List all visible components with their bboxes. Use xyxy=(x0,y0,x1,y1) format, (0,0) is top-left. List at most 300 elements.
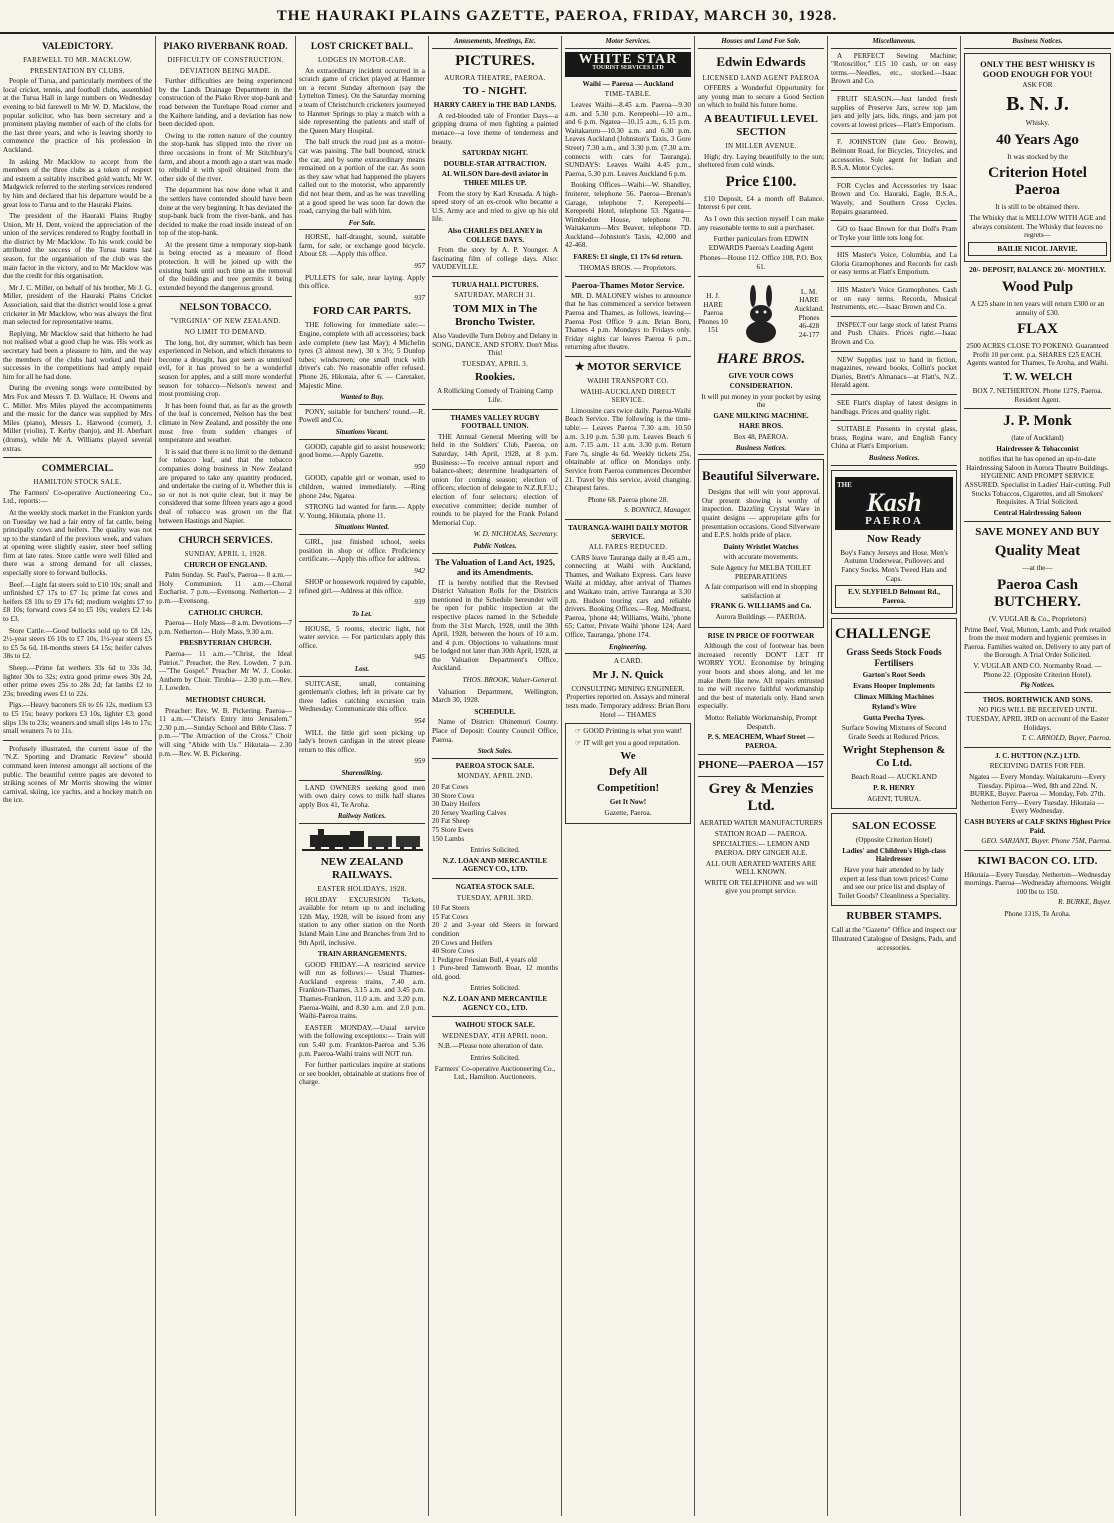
agent: AGENT, TURUA. xyxy=(867,794,921,803)
divider xyxy=(565,356,691,357)
vuglar: (V. VUGLAR & Co., Proprietors) xyxy=(988,615,1087,624)
consideration: CONSIDERATION. xyxy=(729,382,793,391)
turua-date: SATURDAY, MARCH 31. xyxy=(454,291,536,300)
edwin-name: Edwin Edwards xyxy=(716,53,806,69)
rugby-body: THE Annual General Meeting will be held in the Soldiers' Club, Paeroa, on Saturday, 14th April, 1928, at 8 p.m. Business:—To receive annual report and balance-sheet; determine headquarters of union for coming season; election of officers; election of delegate to N.Z.R.F.U.; election of four selectors; election of executive committee; decide number of rounds to be played for the Frank Poland Memorial Cup. xyxy=(432,432,558,527)
divider xyxy=(432,409,558,410)
surface: Surface Sowing Mixtures of Second Grade Seeds at Reduced Prices. xyxy=(841,724,947,741)
flax: FLAX xyxy=(1017,321,1058,338)
rugby-sign: W. D. NICHOLAS, Secretary. xyxy=(473,530,558,539)
article-paragraph: At the weekly stock market in the Frankton yards on Tuesday we had a fair entry of fat cattle, being principally cows and heifers. The quality was not up to the standard of the previous week, and values at opening were slightly easier, steer beef selling firm at late rates. Store cattle were well filled and there was a strong demand for all classes, especially store to forward bullocks. xyxy=(3,508,152,578)
misc-ad: HIS Master's Voice Gramophones. Cash or on easy terms. Records, Musical Instruments, etc.—Isaac Brown and Co. xyxy=(831,286,957,312)
welch: T. W. WELCH xyxy=(1002,370,1073,383)
burke: R. BURKE, Buyer. xyxy=(1058,898,1111,907)
article-paragraph: Mr J. C. Miller, on behalf of his brother, Mr J. G. Miller, president of the Hauraki Plains Cricket Association, said that the district would lose a great cricketer in Mr Macklow, who was always the first man selected for representative teams. xyxy=(3,283,152,327)
section-label: Situations Vacant. xyxy=(299,428,425,440)
footwear-body: Although the cost of footwear has been increased recently DON'T LET IT WORRY YOU. Economise by bringing your boots and shoes along, and let me make them like new. All repairs entrusted to me will receive faithful workmanship and the best of materials only. Hand sewn especially. xyxy=(698,642,824,711)
nelson-sub: "VIRGINIA" OF NEW ZEALAND. xyxy=(170,317,281,326)
section-label: Public Notices. xyxy=(432,542,558,554)
column-1 xyxy=(0,36,155,1516)
pictures-sub: AURORA THEATRE, PAEROA. xyxy=(444,73,546,82)
valedictory-title: VALEDICTORY. xyxy=(41,42,114,52)
misc-ad: GO to Isaac Brown for that Doll's Pram or Tryke your little tots long for. xyxy=(831,225,957,242)
hare-bros: HARE BROS. xyxy=(739,422,783,431)
phone-label: PHONE—PAEROA —157 xyxy=(698,759,824,772)
section-label: Engineering. xyxy=(565,643,691,655)
turua-picture: TOM MIX in The Broncho Twister. xyxy=(452,303,538,329)
salon-hd: Ladies' and Children's High-class Hairdresser xyxy=(842,846,946,864)
article-paragraph: EASTER MONDAY.—Usual service with the following exceptions:— Train will run 5.40 p.m. Frankton-Paeroa and 5.36 p.m. Paeroa-Waihi trains will NOT run. xyxy=(299,1023,425,1058)
turua-date2: TUESDAY, APRIL 3. xyxy=(461,359,529,368)
article-paragraph: In asking Mr Macklow to accept from the members of the three clubs as a token of respect and esteem a suitably inscribed gold watch, Mr W. Madgwick referred to the sterling services rendered by him and declared that his departure would be a great loss to Turua and to the Hauraki Plains. xyxy=(3,157,152,209)
section-label: Business Notices. xyxy=(831,454,957,466)
ad-number: 937 xyxy=(414,293,425,302)
article-paragraph: Further difficulties are being experienced by the Lands Drainage Department in the construction of the Piako River stop-bank and road between the Turehape Road corner and the Kaihere landing, and a deviation has now been decided upon. xyxy=(159,77,292,129)
church-catholic-body: Paeroa— Holy Mass—8 a.m. Devotions—7 p.m. Netherton— Holy Mass, 9.30 a.m. xyxy=(159,619,292,636)
motor-service-body: Limousine cars twice daily. Paeroa-Waihi Beach Service. The following is the time-table:— Leaves Paeroa 7.30 a.m. 10.50 a.m. 3.10 p.m. 5.30 p.m. Leaves Beach 6 a.m. 7.15 a.m. 11 a.m. 3.30 p.m. Return Fare 7s, single 4s 6d. Weekly tickets 25s, obtainable at office on Mondays only. Service from Paeroa commences December 21. Travel by this service, avoid changing. Cheapest fares. xyxy=(565,406,691,493)
divider xyxy=(831,246,957,247)
divider xyxy=(159,529,292,530)
hand-pointer-icon: ☞ xyxy=(575,727,584,736)
ad-number: 954 xyxy=(414,717,425,725)
article-paragraph: Owing to the rotten nature of the country the stop-bank has slipped into the river on three occasions in front of Mr Stitchbury's farm, and about a month ago a start was made to rebuild it with spoil obtained from the other side of the river. xyxy=(159,131,292,183)
salon-ad xyxy=(831,813,957,906)
write: WRITE OR TELEPHONE and we will give you prompt service. xyxy=(704,878,818,896)
give-cows: GIVE YOUR COWS xyxy=(728,371,794,380)
quick-body: CONSULTING MINING ENGINEER. Properties reported on. Assays and mineral tests made. Temporary address: Brian Boru Hotel — THAMES xyxy=(565,684,691,719)
rubber-body: Call at the "Gazette" Office and inspect our Illustrated Catalogue of Designs, Pads, and accessories. xyxy=(831,926,957,952)
article-paragraph: GOOD FRIDAY.—A restricted service will run as follows:— Usual Thames-Auckland express trains, 7.40 a.m. Frankton-Thames, 3.15 a.m. and 3.45 p.m. Thames-Frankton, 11.0 a.m. and 3.20 p.m. Paeroa-Waihi, and 8.30 a.m. and 2.0 p.m. Waihi-Paeroa trains. xyxy=(299,960,425,1021)
divider xyxy=(964,521,1111,522)
slyfield: E.V. SLYFIELD Belmont Rd., Paeroa. xyxy=(835,585,953,608)
hare-icon xyxy=(731,284,791,344)
defy-4: Get It Now! xyxy=(609,798,647,807)
whisky: Whisky. xyxy=(1025,119,1050,128)
rookies: Rookies. xyxy=(474,371,516,384)
vuglar-sign: V. VUGLAR AND CO. Normanby Road. — Phone 22. (Opposite Criterion Hotel). xyxy=(973,662,1102,679)
cash: CASH BUYERS of CALF SKINS Highest Price Paid. xyxy=(964,817,1111,835)
misc-ad: NEW Supplies just to hand in fiction, magazines, reward books, Collin's pocket Diaries, Brett's Almanacs—at Flatt's, N.Z. Herald agent. xyxy=(831,355,957,390)
waihou-date: WEDNESDAY, 4TH APRIL noon. xyxy=(442,1031,548,1040)
article-paragraph: Pigs.—Heavy baconers £6 to £6 12s, medium £3 to £5 15s; heavy porkers £3 10s, lighter £3; good slips 13s to 23s; weaners and small slips 14s to 17s; small weaners 7s to 11s. xyxy=(3,701,152,736)
motor-service-sign: S. BONNICI, Manager. xyxy=(624,506,691,515)
divider xyxy=(432,878,558,879)
printing-text-1: GOOD Printing is what you want! xyxy=(583,727,683,736)
section-label: Amusements, Meetings, Etc. xyxy=(432,37,558,49)
pictures-title: PICTURES. xyxy=(455,52,535,69)
monk-sub: (late of Auckland) xyxy=(1011,434,1064,443)
valedictory-sub: FAREWELL TO MR. MACKLOW. xyxy=(23,56,132,64)
ngatea-list: 10 Fat Steers 15 Fat Cows 20 2 and 3-year old Steers in forward condition 20 Cows and Heifers 40 Store Cows 1 Pedigree Friesian Bull, 4 years old 1 Pure-bred Tamworth Boar, 12 months old, good. xyxy=(432,904,558,981)
picture-3: Also CHARLES DELANEY in COLLEGE DAYS. xyxy=(447,226,543,244)
wood: Wood Pulp xyxy=(1001,278,1074,295)
masthead: THE HAURAKI PLAINS GAZETTE, PAEROA, FRIDAY, MARCH 30, 1928. xyxy=(0,0,1114,34)
train-illustration xyxy=(300,827,425,853)
section-label: Miscellaneous. xyxy=(831,37,957,49)
defy-1: We xyxy=(620,750,636,763)
nelson-sub2: NO LIMIT TO DEMAND. xyxy=(184,328,267,337)
borthwick: THOS. BORTHWICK AND SONS. xyxy=(982,695,1093,704)
still: It is still to be obtained there. xyxy=(995,203,1080,212)
column-7 xyxy=(827,36,960,1516)
ad-number: 957 xyxy=(414,262,425,271)
column-8 xyxy=(960,36,1114,1516)
divider xyxy=(831,351,957,352)
beautiful-sub: IN MILLER AVENUE. xyxy=(725,141,797,150)
column-3 xyxy=(295,36,428,1516)
stock-list: 20 Fat Cows 30 Store Cows 30 Dairy Heifers 20 Jersey Yearling Calves 20 Fat Sheep 75 Store Ewes 150 Lambs xyxy=(432,783,507,843)
picture-body: From the story by A. P. Younger. A fascinating film of college days. Also: VAUDEVILLE. xyxy=(432,246,558,272)
section-label: For Sale. xyxy=(299,219,425,231)
misc-ad: A PERFECT Sewing Machine; "Rotoscillor," £15 10 cash, or on easy terms.—Needles, etc., stocked.—Isaac Brown and Co. xyxy=(831,51,957,86)
classified-ad: PONY, suitable for butchers' round.—R. Powell and Co. xyxy=(299,407,425,425)
section-label: Stock Sales. xyxy=(432,747,558,759)
divider xyxy=(698,276,824,277)
kash-ad xyxy=(831,470,957,615)
challenge: CHALLENGE xyxy=(835,626,931,643)
article-paragraph: People of Turua, and particularly members of the local cricket, tennis, and football clubs, assembled at the Turua Hall in large numbers on Wednesday evening to bid farewell to Mr W. D. Macklow, the popular solicitor, who has been secretary and a prominent playing member of each of the clubs for the last three years, and who is leaving shortly to commence the practice of his profession in Auckland. xyxy=(3,77,152,154)
save: SAVE MONEY AND BUY xyxy=(975,526,1100,539)
motor-service-sub2: WAIHI-AUCKLAND DIRECT SERVICE. xyxy=(580,387,676,405)
church-date: SUNDAY, APRIL 1, 1928. xyxy=(184,550,267,559)
double-star: DOUBLE-STAR ATTRACTION. xyxy=(443,159,547,168)
article-paragraph: HOLIDAY EXCURSION Tickets, available for return up to and including 12th May, 1928, will be issued from any station to any other station on the North Island Main Line and Branches from 3rd to 9th April, inclusive. xyxy=(299,895,425,947)
piako-title: PIAKO RIVERBANK ROAD. xyxy=(163,42,288,52)
ryland: Ryland's Wire xyxy=(872,703,916,712)
monk-hd: Hairdresser & Tobacconist xyxy=(996,444,1079,453)
valuation-body: IT is hereby notified that the Revised District Valuation Rolls for the Districts mentioned in the Schedule hereunder will be open for public inspection at the respective places named in the Schedule from the 31st March, 1928, until the 30th April, 1928, between the hours of 10 a.m. and 4 p.m. Objections to valuations must be lodged not later than 30th April, 1928, at the Valuation Department's Office, Auckland. xyxy=(432,578,558,673)
edwin-body: OFFERS a Wonderful Opportunity for any young man to secure a Good Section on which to build his future home. xyxy=(698,84,824,110)
kash-ready: Now Ready xyxy=(866,532,922,545)
rookies-body: A Rollicking Comedy of Training Camp Life. xyxy=(436,387,553,405)
years: 40 Years Ago xyxy=(996,131,1079,148)
frank-addr: Aurora Buildings — PAEROA. xyxy=(715,612,807,621)
ad-number: 942 xyxy=(414,566,425,575)
monk: J. P. Monk xyxy=(1003,413,1072,430)
article-paragraph: Store Cattle.—Good bullocks sold up to £8 12s, 2½-year steers £6 10s to £7 10s, 1½-year steers £5 to £5 5s 6d, 18-months steers £4 15s; heifer calves 38s to £2. xyxy=(3,626,152,661)
arnold: T. C. ARNOLD, Buyer, Paeroa. xyxy=(1021,734,1111,743)
divider xyxy=(698,776,824,777)
ngatea-title: NGATEA STOCK SALE. xyxy=(455,882,535,891)
divider xyxy=(831,394,957,395)
divider xyxy=(3,457,152,458)
classified-ad: GOOD, capable girl or woman, used to children, wanted immediately. —Ring phone 24w, Ngatea. xyxy=(299,474,425,500)
nz-loan: N.Z. LOAN AND MERCANTILE AGENCY CO., LTD. xyxy=(442,856,548,874)
ford-title: FORD CAR PARTS. xyxy=(312,305,412,318)
gutta: Gutta Percha Tyres. xyxy=(863,713,925,722)
misc-ad: FOR Cycles and Accessories try Isaac Brown and Co. Hauraki, Eagle, B.S.A., Wavely, and Southern Cross Cycles. Repairs guaranteed. xyxy=(831,181,957,216)
stock-date: MONDAY, APRIL 2ND. xyxy=(457,772,533,781)
article-paragraph: The ball struck the road just as a motor-car was passing. The ball bounced, struck the car, and by some extraordinary means remained on a portion of the car. As soon as they saw what had happened the players called out to the motorist, who apparently did not hear them, and as he was travelling at a good speed he was soon far down the road, carrying the ball with him. xyxy=(299,138,425,216)
misc-ad: INSPECT our large stock of latest Prams and Push Chairs. Prices right.—Isaac Brown and Co. xyxy=(831,320,957,347)
section-label: Business Notices. xyxy=(698,444,824,456)
wristlet: Dainty Wristlet Watches xyxy=(723,542,799,551)
paeroa-thames-title: Paeroa-Thames Motor Service. xyxy=(571,280,685,291)
commercial-sub: HAMILTON STOCK SALE. xyxy=(33,478,122,487)
gane: GANE MILKING MACHINE. xyxy=(713,411,809,420)
article-paragraph: During the evening songs were contributed by Mrs Fox and Messrs T. D. Wallace, H. Owens and C. Miller. Mrs Miles played the accompaniments and the music for the dance was supplied by Mrs Miles (piano), Messrs L. Harwood (cornet), J. Miller (violin), T. Kerby (banjo), and H. Aberhart (drums), while Mr A. Williams played several extras. xyxy=(3,384,152,453)
misc-ad: HIS Master's Voice, Columbia, and La Gloria Gramophones and Records for cash or easy terms at Flatt's Emporium. xyxy=(831,251,957,277)
article-paragraph: For further particulars inquire at stations or see booklet, obtainable at stations free of charge. xyxy=(299,1061,425,1087)
salon-body: Have your hair attended to by lady expert at less than town prices! Come and see our price list and display of Toilet Goods? Cleanliness a Speciality. xyxy=(837,866,951,900)
picture-2: AL WILSON Dare-devil aviator in THREE MILES UP. xyxy=(441,170,549,187)
divider xyxy=(432,1016,558,1017)
central: Central Hairdressing Saloon xyxy=(993,508,1082,517)
wright: Wright Stephenson & Co Ltd. xyxy=(842,744,946,770)
receiving: RECEIVING DATES FOR FEB. xyxy=(989,762,1086,771)
motor-service-title-text: MOTOR SERVICE xyxy=(587,361,682,373)
whisky-ad xyxy=(964,53,1111,263)
kash-logo: Kash xyxy=(866,488,922,518)
butchery-body: Prime Beef, Veal, Mutton, Lamb, and Pork retailed from the most modern and hygienic premises in Paeroa. Families waited on. Delivery to any part of the Borough. A Trial Order Solicited. xyxy=(964,625,1111,660)
receiving-body: Ngatea — Every Monday. Waitakaruru—Every Tuesday. Pipiroa—Wed, 8th and 22nd. N. BURKE, Buyer. Paeroa — Monday, Feb. 27th. Netherton Ferry—Every Tuesday. Hikutaia — Every Wednesday. xyxy=(969,772,1106,816)
article-paragraph: The long, hot, dry summer, which has been experienced in Nelson, and which threatens to become a drought, has got seen as unmixed evil, for it has proved to be a wonderful season for apples, and a still more wonderful season for tobacco—Nelson's newest and most promising crop. xyxy=(159,338,292,399)
thomas-bros: THOMAS BROS. — Proprietors. xyxy=(579,263,677,272)
turua-body: Also Vaudeville Turn Delroy and Delany in SONG, DANCE, AND STORY. Don't Miss This! xyxy=(432,332,558,358)
frank: FRANK G. WILLIAMS and Co. xyxy=(710,602,812,611)
white-star-logo-text: WHITE STAR xyxy=(578,51,678,67)
section-label: Pig Notices. xyxy=(964,681,1111,693)
hare-right: L. M. HARE Auckland. Phones 46-428 24-177 xyxy=(794,287,824,339)
motor-service-sub: WAIHI TRANSPORT CO. xyxy=(587,377,669,385)
entries-solicited: Entries Solicited. xyxy=(470,1054,520,1063)
divider xyxy=(831,420,957,421)
own-section: As I own this section myself I can make any reasonable terms to suit a purchaser. xyxy=(698,214,824,232)
defy-3: Competition! xyxy=(596,782,660,795)
monk-body: notifies that he has opened an up-to-date Hairdressing Saloon in Aurora Theatre Buildings. HYGIENIC AND PROMPT SERVICE ASSURED. Specialist in Ladies' Hair-cutting. Full Stocks Tobaccos, Cigarettes, and all Smokers' Requisites. A Trial Solicited. xyxy=(964,455,1111,507)
entries-solicited: Entries Solicited. xyxy=(470,984,520,993)
aerated: AERATED WATER MANUFACTURERS xyxy=(699,819,823,828)
sarjant: GEO. SARJANT, Buyer. Phone 75M, Paeroa. xyxy=(981,837,1111,846)
grey-menzies: Grey & Menzies Ltd. xyxy=(708,781,814,815)
kiwi: KIWI BACON CO. LTD. xyxy=(977,854,1098,867)
defy-2: Defy All xyxy=(608,766,648,779)
stocked: It was stocked by the xyxy=(1007,152,1068,161)
money: It will put money in your pocket by using the xyxy=(701,392,821,410)
column-5 xyxy=(561,36,694,1516)
section-label: To Let. xyxy=(299,610,425,622)
divider xyxy=(831,316,957,317)
divider xyxy=(964,408,1111,409)
tauranga-waihi-sub: ALL FARES REDUCED. xyxy=(588,543,668,552)
classified-ad: SHOP or housework required by capable, refined girl.—Address at this office. xyxy=(299,578,425,595)
railway-sub: EASTER HOLIDAYS, 1928. xyxy=(317,884,407,893)
section-label: Wanted to Buy. xyxy=(299,393,425,405)
meachem: P. S. MEACHEM, Wharf Street — PAEROA. xyxy=(707,733,815,750)
mellow: The Whisky that is MELLOW WITH AGE and always consistent. The Whisky that leaves no regrets— xyxy=(969,213,1106,240)
divider xyxy=(831,281,957,282)
article-paragraph: Beef.—Light fat steers sold to £10 10s; small and unfinished £7 17s to £7 1s; prime fat cows and heifers £8 10s to £9 17s 6d; medium weights £7 to £8 10s; forward cows £4 to £5 10s; vealers £2 14s to £3. xyxy=(3,580,152,624)
station: STATION ROAD — PAEROA. xyxy=(714,829,808,838)
section-label: Sharemilking. xyxy=(299,769,425,781)
hand-pointer-icon: ☞ xyxy=(575,738,584,747)
valuation-place: Valuation Department, Wellington, March 30, 1928. xyxy=(432,687,558,705)
edwin-sub: LICENSED LAND AGENT PAEROA xyxy=(702,73,820,82)
footwear-title: RISE IN PRICE OF FOOTWEAR xyxy=(707,631,815,640)
white-star-logo xyxy=(565,52,691,77)
railway-heading: TRAIN ARRANGEMENTS. xyxy=(317,950,407,959)
printing-line-2 xyxy=(569,739,687,748)
henry: P. R. HENRY xyxy=(873,784,915,793)
column-6 xyxy=(694,36,827,1516)
article-paragraph: The president of the Hauraki Plains Rugby Union, Mr H. Dent, voiced the appreciation of the union of the services rendered to Rugby football in the district by Mr Macklow. To his work could be attributed the success of the Turua teams last season, for the organisation of the club was the main factor in the victory, and to Mr Macklow was due the credit for this organisation. xyxy=(3,212,152,281)
white-star-body: Leaves Waihi—8.45 a.m. Paeroa—9.30 a.m. and 5.30 p.m. Kerepeehi—10 a.m., and 6 p.m. Ngatea—10.15 a.m., 6.15 p.m. Waitakaruru—10.30 a.m. and 6.30 p.m. Leaves Auckland (Johnston's Taxis, 3 Gore Street) 7.30 a.m., and 3.30 p.m. (7.30 a.m. connects with cars for Tauranga). SUNDAYS: Leaves Waihi 4.45 p.m., Paeroa, 5.30 p.m. Leaves Auckland 6 p.m. xyxy=(565,100,691,178)
article-paragraph: The Farmers' Co-operative Auctioneering Co., Ltd., reports:— xyxy=(3,488,152,506)
motor-service-title xyxy=(565,361,691,374)
article-paragraph: Replying, Mr Macklow said that hitherto he had not realised what a good chap he was. His work as secretary had been a pleasure to him, and the way the members of the clubs had worked and their successes in the competitions had amply repaid him for all he had done. xyxy=(3,329,152,381)
classified-ad: STRONG lad wanted for farm.— Apply V. Young, Hikutaia, phone 11. xyxy=(299,503,425,520)
hutton: J. C. HUTTON (N.Z.) LTD. xyxy=(995,751,1080,760)
divider xyxy=(831,177,957,178)
article-paragraph: Profusely illustrated, the current issue of the "N.Z. Sporting and Dramatic Review" should command keen interest amongst all sections of the public. The beautiful centre pages are devoted to striking scenes of Mr Morris showing the winter carnival, skiing, ice yachts, and a hockey match on the ice. xyxy=(3,744,152,805)
misc-ad: SEE Flatt's display of latest designs in handbags. Prices and quality right. xyxy=(831,399,957,416)
silverware-title: Beautiful Silverware. xyxy=(702,468,820,484)
climax: Climax Milking Machines xyxy=(854,692,934,701)
welch-body: BOX 7, NETHERTON. Phone 127S, Paeroa. Resident Agent. xyxy=(972,386,1103,404)
church-methodist: METHODIST CHURCH. xyxy=(185,696,266,704)
paeroa-thames-body: MR. D. MALONEY wishes to announce that he has commenced a service between Paeroa and Thames, as follows, leaving— Paeroa Post Office 9 a.m. Brian Boru, Thames 4 p.m. Mondays to Fridays only. Friday nights car leaves Paeroa 6 p.m., returning after theatre. xyxy=(565,291,691,352)
waihou-title: WAIHOU STOCK SALE. xyxy=(455,1021,535,1030)
silverware-ad xyxy=(698,459,824,627)
deposit: 20/- DEPOSIT, BALANCE 20/- MONTHLY. xyxy=(969,266,1106,275)
motor-service-phone: Phone 68. Paeroa phone 28. xyxy=(587,495,669,504)
white-star-logo-sub: TOURIST SERVICES LTD xyxy=(592,65,664,72)
misc-ad: F. JOHNSTON (late Geo. Brown), Belmont Road, for Bicycles, Tricycles, and accessories. Sole agent for Indian and B.S.A. Motor Cycles. xyxy=(831,138,957,173)
repair: A fair comparison will end in shopping satisfaction at xyxy=(704,583,818,600)
kiwi-body: Hikutaia—Every Tuesday. Netherton—Wednesday mornings. Paeroa—Wednesday afternoons. Weight 100 lbs to 150. xyxy=(964,870,1111,896)
entries-solicited: Entries Solicited. xyxy=(470,846,520,855)
piako-sub: DIFFICULTY OF CONSTRUCTION. xyxy=(167,56,284,64)
challenge-ad xyxy=(831,618,957,809)
classified-ad: GOOD, capable girl to assist housework; good home.—Apply Gazette. xyxy=(299,442,425,460)
wristlet-sub: with accurate movements. xyxy=(723,553,799,562)
divider xyxy=(831,133,957,134)
misc-ad: FRUIT SEASON.—Just landed fresh supplies of Preserve Jars, screw top jam jars and jelly jars, lids, rings, and jam pot covers at lowest prices—Flatt's Emporium. xyxy=(831,94,957,129)
baillie: BAILIE NICOL JARVIE. xyxy=(968,242,1107,257)
church-england: CHURCH OF ENGLAND. xyxy=(184,560,267,569)
kash-banner xyxy=(835,477,953,530)
misc-ad: SUITABLE Presents in crystal glass, brass, Regina ware, and English Fancy China at Flatt's Emporium. xyxy=(831,425,957,451)
section-label: Motor Services. xyxy=(565,37,691,49)
rubber: RUBBER STAMPS. xyxy=(846,910,942,923)
salon-sub: (Opposite Criterion Hotel) xyxy=(855,836,933,845)
hare-bros-ad xyxy=(698,281,824,347)
beach: Beach Road — AUCKLAND xyxy=(851,773,937,782)
bnj: B. N. J. xyxy=(1006,93,1069,116)
specialties: SPECIALTIES:— LEMON AND PAEROA. DRY GINGER ALE. xyxy=(712,840,810,858)
grass: Grass Seeds Stock Foods Fertilisers xyxy=(846,647,942,669)
evans: Evans Hooper Implements xyxy=(853,681,935,690)
kash-paeroa: PAEROA xyxy=(865,515,923,528)
church-presby-body: Paeroa— 11 a.m.—"Christ, the Ideal Patriot." Preacher, the Rev. Lowden. 7 p.m.—"The Gospel." Preacher Mr W. J. Cooke. Anthem by Choir. Tirohia— 2.30 p.m.—Rev. J. Lowden. xyxy=(159,650,292,693)
price: Price £100. xyxy=(725,173,797,190)
divider xyxy=(964,747,1111,748)
burke-phone: Phone 131S, Te Aroha. xyxy=(1004,910,1071,919)
beautiful-body: High; dry. Laying beautifully to the sun; sheltered from cold winds. xyxy=(698,152,824,170)
column-4 xyxy=(428,36,561,1516)
church-methodist-body: Preacher: Rev. W. B. Pickering. Paeroa— 11 a.m.—"Christ's Entry into Jerusalem." 2.30 p.m.—Sunday School and Bible Class. 7 p.m.—"The Attraction of the Cross." Choir will sing "Abide with Us." Hikutaia— 2.30 p.m.—Rev. W. B. Pickering. xyxy=(159,706,292,758)
schedule: SCHEDULE. xyxy=(474,707,516,716)
church-presby: PRESBYTERIAN CHURCH. xyxy=(179,639,272,648)
beautiful-section: A BEAUTIFUL LEVEL SECTION xyxy=(704,112,818,138)
garton: Garton's Root Seeds xyxy=(862,671,926,680)
article-paragraph: It has been found that, as far as the growth of the leaf is concerned, Nelson has the best climate in New Zealand, and possibly the one most free from sudden changes of temperature and weather. xyxy=(159,401,292,445)
railway-title: NEW ZEALAND RAILWAYS. xyxy=(320,855,404,881)
nelson-title: NELSON TOBACCO. xyxy=(179,303,272,314)
printing-text-2: IT will get you a good reputation. xyxy=(583,738,680,747)
card: A CARD. xyxy=(613,657,643,666)
article-paragraph: An extraordinary incident occurred in a scratch game of cricket played at Hanmer on a recent Sunday afternoon (say the Lyttelton Times). On the Saturday morning a team of Christchurch cricketers journeyed to Hanmer Springs to play a match with a side representing the patients and staff of the Queen Mary Hospital. xyxy=(299,66,425,135)
price-body: £10 Deposit, £4 a month off Balance. Interest 6 per cent. xyxy=(698,194,824,212)
ngatea-date: TUESDAY, APRIL 3RD. xyxy=(456,893,534,902)
divider xyxy=(432,276,558,277)
section-label: Business Notices. xyxy=(964,37,1111,49)
tauranga-waihi-title: TAURANGA-WAIHI DAILY MOTOR SERVICE. xyxy=(568,523,688,541)
butchery: Paeroa Cash BUTCHERY. xyxy=(994,577,1081,611)
ad-number: 945 xyxy=(414,653,425,662)
gazette: Gazette, Paeroa. xyxy=(604,808,652,817)
section-label: Lost. xyxy=(299,665,425,677)
classified-ad: LAND OWNERS seeking good men with own dairy cows to milk half shares apply Box 41, Te Aroha. xyxy=(299,783,425,809)
nz-loan: N.Z. LOAN AND MERCANTILE AGENCY CO., LTD. xyxy=(442,995,548,1012)
timetable: TIME-TABLE. xyxy=(604,90,652,99)
divider xyxy=(831,220,957,221)
picture-body: A red-blooded tale of Frontier Days—a gripping drama of men fighting a painted menace—a love theme of tenderness and beauty. xyxy=(432,111,558,146)
printing-box xyxy=(565,723,691,823)
turua-title: TURUA HALL PICTURES. xyxy=(451,280,539,289)
tonight: TO - NIGHT. xyxy=(463,85,527,98)
farmers: Farmers' Co-operative Auctioneering Co., Ltd., Hamilton. Auctioneers. xyxy=(434,1064,556,1082)
divider xyxy=(964,850,1111,851)
ad-number: 950 xyxy=(414,462,425,471)
stock-title: PAEROA STOCK SALE. xyxy=(455,761,535,770)
classified-ad: WILL the little girl seen picking up lady's brown cardigan in the street please return to this office. xyxy=(299,728,425,754)
classified-ad: SUITCASE, small, containing gentleman's clothes, left in private car by three ladies catching excursion train Wednesday. Communicate this office. xyxy=(299,679,425,714)
valuation-title: The Valuation of Land Act, 1925, and its Amendments. xyxy=(435,556,555,577)
tauranga-waihi-body: CARS leave Tauranga daily at 8.45 a.m., connecting at Waihi with Auckland, Thames, and Waikato Express. Cars leave Waihi at midday, after arrival of Thames and Waikato train, arrive Tauranga at 3.30 p.m. Hudson touring cars and reliable drivers. Booking Offices.—Reg. Medhurst, Paeroa, 'phone 44; Williams, Waihi, 'phone 65; Carter, Private Waihi 'phone 124; Aard Office, Tauranga, 'phone 174. xyxy=(565,553,691,640)
at-the: —at the— xyxy=(1022,564,1053,573)
church-england-body: Palm Sunday. St. Paul's, Paeroa— 8 a.m.—Holy Communion. 11 a.m.—Choral Eucharist. 7 p.m.—Evensong. Netherton— 2 p.m.—Evensong. xyxy=(159,571,292,606)
salon: SALON ECOSSE xyxy=(851,820,937,833)
classified-ad: THE following for immediate sale:—Engine, complete with all accessories; back axle complete (new last May); 4 Michelin tyres (3 almost new), 30 x 3½; 5 Dunlop tubes; windscreen; one small truck with driver's cab. No reasonable offer refused. Phone 26, Hikutaia, after 6. — Caretaker, Majestic Mine. xyxy=(299,321,425,390)
section-label: Houses and Land For Sale. xyxy=(698,37,824,49)
motto: Motto: Reliable Workmanship, Prompt Despatch. xyxy=(705,713,817,731)
quality: Quality Meat xyxy=(994,543,1081,560)
cricket-sub: LODGES IN MOTOR-CAR. xyxy=(317,56,407,64)
phones: Phones—House 112. Office 108, P.O. Box 61. xyxy=(699,254,823,271)
church-title: CHURCH SERVICES. xyxy=(178,536,273,547)
printing-line-1 xyxy=(569,727,687,736)
article-paragraph: The department has now done what it and the settlers have contended should have been done at the very beginning. It has deviated the stop-bank back from the river-bank, and has decided to make the road inside instead of on top of the stop-bank. xyxy=(159,186,292,238)
rugby-title: THAMES VALLEY RUGBY FOOTBALL UNION. xyxy=(450,413,540,431)
valedictory-sub2: PRESENTATION BY CLUBS. xyxy=(30,66,125,75)
divider xyxy=(565,276,691,277)
wood-body: A £25 share in ten years will return £300 or an annuity of £30. xyxy=(970,299,1105,317)
star-icon: ★ xyxy=(574,361,588,373)
classified-ad: HORSE, half-draught, sound, suitable farm, for sale, or exchange good bicycle. About £8. —Apply this office. xyxy=(299,233,425,259)
valuation-sign: THOS. BROOK, Valuer-General. xyxy=(462,676,558,685)
picture-1: HARRY CAREY in THE BAD LANDS. xyxy=(433,101,557,110)
box: Box 48, PAEROA. xyxy=(733,433,789,442)
column-2 xyxy=(155,36,295,1516)
divider xyxy=(698,754,824,755)
quick-name: Mr J. N. Quick xyxy=(592,668,664,681)
particulars: Further particulars from EDWIN EDWARDS Paeroa's Leading Agent xyxy=(708,235,814,252)
ask: ASK FOR xyxy=(1022,80,1053,89)
saturday: SATURDAY NIGHT. xyxy=(462,149,528,158)
classified-ad: GIRL, just finished school, seeks position in shop or office. Proficiency certificate.—Apply this office for address. xyxy=(299,537,425,564)
white-star-route: Waihi — Paeroa — Auckland xyxy=(582,79,674,88)
